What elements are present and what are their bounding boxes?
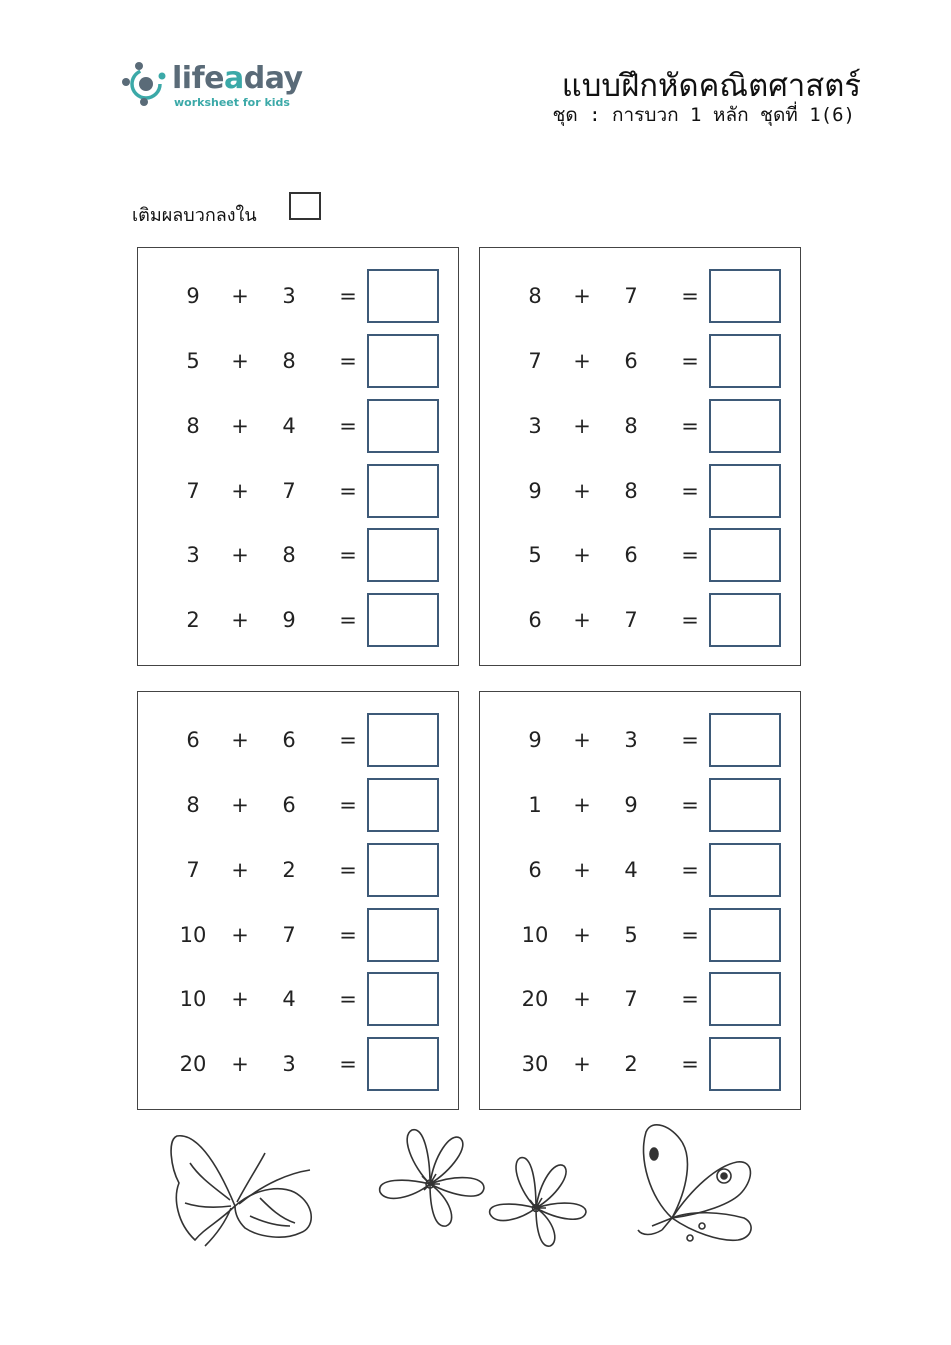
- instruction-text: เติมผลบวกลงใน: [132, 205, 257, 226]
- addend-a: 7: [528, 349, 542, 373]
- problem-row: [138, 907, 458, 963]
- equals-sign: =: [681, 987, 699, 1011]
- addend-b: 4: [282, 414, 296, 438]
- addend-a: 7: [186, 858, 200, 882]
- problem-row: [138, 463, 458, 519]
- addend-a: 10: [179, 987, 207, 1011]
- plus-sign: +: [231, 793, 249, 817]
- equals-sign: =: [681, 284, 699, 308]
- addend-a: 1: [528, 793, 542, 817]
- addend-b: 7: [282, 479, 296, 503]
- problem-row: [480, 712, 800, 768]
- problem-row: [480, 777, 800, 833]
- problem-row: [138, 268, 458, 324]
- problem-panel-4: [479, 691, 801, 1110]
- answer-box[interactable]: [367, 269, 439, 323]
- addend-a: 20: [179, 1052, 207, 1076]
- addend-b: 3: [282, 284, 296, 308]
- addend-b: 9: [282, 608, 296, 632]
- answer-box[interactable]: [709, 399, 781, 453]
- addend-a: 9: [186, 284, 200, 308]
- answer-box[interactable]: [709, 1037, 781, 1091]
- plus-sign: +: [231, 987, 249, 1011]
- addend-a: 6: [186, 728, 200, 752]
- brand-name: lifeaday: [172, 61, 303, 96]
- plus-sign: +: [231, 479, 249, 503]
- equals-sign: =: [339, 284, 357, 308]
- answer-box[interactable]: [709, 528, 781, 582]
- problem-panel-1: [137, 247, 459, 666]
- answer-box[interactable]: [367, 1037, 439, 1091]
- answer-box[interactable]: [367, 399, 439, 453]
- equals-sign: =: [681, 414, 699, 438]
- equals-sign: =: [681, 858, 699, 882]
- equals-sign: =: [681, 349, 699, 373]
- worksheet-title: แบบฝึกหัดคณิตศาสตร์: [561, 68, 861, 104]
- addend-a: 3: [186, 543, 200, 567]
- plus-sign: +: [231, 728, 249, 752]
- plus-sign: +: [573, 1052, 591, 1076]
- addend-b: 6: [624, 349, 638, 373]
- addend-a: 6: [528, 608, 542, 632]
- addend-a: 6: [528, 858, 542, 882]
- butterfly-right-icon: [632, 1118, 764, 1248]
- answer-box[interactable]: [367, 713, 439, 767]
- equals-sign: =: [681, 793, 699, 817]
- problem-row: [138, 777, 458, 833]
- addend-b: 4: [282, 987, 296, 1011]
- equals-sign: =: [339, 858, 357, 882]
- addend-b: 8: [282, 349, 296, 373]
- addend-b: 3: [282, 1052, 296, 1076]
- addend-b: 9: [624, 793, 638, 817]
- equals-sign: =: [339, 349, 357, 373]
- worksheet-subtitle: ชุด : การบวก 1 หลัก ชุดที่ 1(6): [552, 104, 855, 126]
- answer-box[interactable]: [709, 908, 781, 962]
- problem-row: [138, 712, 458, 768]
- molecule-logo-icon: [122, 60, 168, 106]
- addend-a: 8: [528, 284, 542, 308]
- addend-a: 3: [528, 414, 542, 438]
- equals-sign: =: [681, 923, 699, 947]
- plus-sign: +: [573, 284, 591, 308]
- equals-sign: =: [339, 923, 357, 947]
- addend-b: 6: [282, 793, 296, 817]
- answer-box[interactable]: [367, 464, 439, 518]
- addend-a: 10: [521, 923, 549, 947]
- addend-a: 5: [186, 349, 200, 373]
- addend-b: 3: [624, 728, 638, 752]
- answer-box[interactable]: [709, 269, 781, 323]
- answer-box[interactable]: [709, 334, 781, 388]
- plus-sign: +: [573, 728, 591, 752]
- plus-sign: +: [573, 987, 591, 1011]
- plus-sign: +: [573, 793, 591, 817]
- problem-row: [480, 463, 800, 519]
- problem-panel-3: [137, 691, 459, 1110]
- problem-row: [480, 398, 800, 454]
- addend-b: 5: [624, 923, 638, 947]
- flower-icon: [372, 1126, 490, 1230]
- addend-b: 7: [624, 608, 638, 632]
- problem-row: [480, 333, 800, 389]
- addend-a: 10: [179, 923, 207, 947]
- answer-box[interactable]: [367, 334, 439, 388]
- addend-a: 20: [521, 987, 549, 1011]
- problem-row: [138, 592, 458, 648]
- addend-a: 9: [528, 728, 542, 752]
- addend-b: 4: [624, 858, 638, 882]
- plus-sign: +: [231, 923, 249, 947]
- plus-sign: +: [231, 543, 249, 567]
- equals-sign: =: [339, 793, 357, 817]
- brand-tagline: worksheet for kids: [174, 96, 290, 109]
- plus-sign: +: [231, 349, 249, 373]
- equals-sign: =: [339, 479, 357, 503]
- plus-sign: +: [231, 1052, 249, 1076]
- addend-a: 5: [528, 543, 542, 567]
- equals-sign: =: [681, 479, 699, 503]
- problem-row: [480, 971, 800, 1027]
- problem-row: [480, 592, 800, 648]
- plus-sign: +: [573, 608, 591, 632]
- answer-box[interactable]: [709, 713, 781, 767]
- addend-b: 7: [624, 987, 638, 1011]
- problem-row: [138, 971, 458, 1027]
- plus-sign: +: [573, 349, 591, 373]
- addend-a: 8: [186, 793, 200, 817]
- addend-b: 6: [282, 728, 296, 752]
- answer-box[interactable]: [367, 593, 439, 647]
- problem-row: [480, 1036, 800, 1092]
- answer-box[interactable]: [367, 843, 439, 897]
- butterfly-left-icon: [165, 1128, 330, 1250]
- plus-sign: +: [573, 923, 591, 947]
- answer-box[interactable]: [367, 972, 439, 1026]
- instruction-example-box: [289, 192, 321, 220]
- answer-box[interactable]: [367, 908, 439, 962]
- problem-row: [138, 333, 458, 389]
- brand-logo: [122, 60, 322, 114]
- addend-b: 8: [624, 414, 638, 438]
- equals-sign: =: [339, 543, 357, 567]
- addend-a: 9: [528, 479, 542, 503]
- addend-a: 8: [186, 414, 200, 438]
- plus-sign: +: [231, 858, 249, 882]
- equals-sign: =: [339, 1052, 357, 1076]
- addend-a: 30: [521, 1052, 549, 1076]
- plus-sign: +: [573, 858, 591, 882]
- problem-row: [138, 1036, 458, 1092]
- addend-b: 7: [624, 284, 638, 308]
- problem-row: [138, 527, 458, 583]
- answer-box[interactable]: [367, 528, 439, 582]
- plus-sign: +: [231, 608, 249, 632]
- equals-sign: =: [681, 608, 699, 632]
- addend-b: 6: [624, 543, 638, 567]
- addend-a: 7: [186, 479, 200, 503]
- answer-box[interactable]: [709, 593, 781, 647]
- equals-sign: =: [681, 543, 699, 567]
- equals-sign: =: [339, 414, 357, 438]
- plus-sign: +: [231, 284, 249, 308]
- answer-box[interactable]: [709, 778, 781, 832]
- problem-panel-2: [479, 247, 801, 666]
- addend-b: 8: [624, 479, 638, 503]
- plus-sign: +: [231, 414, 249, 438]
- problem-row: [480, 907, 800, 963]
- flower-icon: [484, 1154, 592, 1250]
- problem-row: [138, 842, 458, 898]
- answer-box[interactable]: [709, 972, 781, 1026]
- addend-b: 7: [282, 923, 296, 947]
- addend-a: 2: [186, 608, 200, 632]
- equals-sign: =: [339, 987, 357, 1011]
- answer-box[interactable]: [709, 843, 781, 897]
- plus-sign: +: [573, 414, 591, 438]
- addend-b: 8: [282, 543, 296, 567]
- addend-b: 2: [282, 858, 296, 882]
- equals-sign: =: [339, 728, 357, 752]
- plus-sign: +: [573, 543, 591, 567]
- problem-row: [480, 842, 800, 898]
- equals-sign: =: [681, 1052, 699, 1076]
- problem-row: [138, 398, 458, 454]
- answer-box[interactable]: [367, 778, 439, 832]
- equals-sign: =: [681, 728, 699, 752]
- plus-sign: +: [573, 479, 591, 503]
- answer-box[interactable]: [709, 464, 781, 518]
- addend-b: 2: [624, 1052, 638, 1076]
- problem-row: [480, 268, 800, 324]
- equals-sign: =: [339, 608, 357, 632]
- problem-row: [480, 527, 800, 583]
